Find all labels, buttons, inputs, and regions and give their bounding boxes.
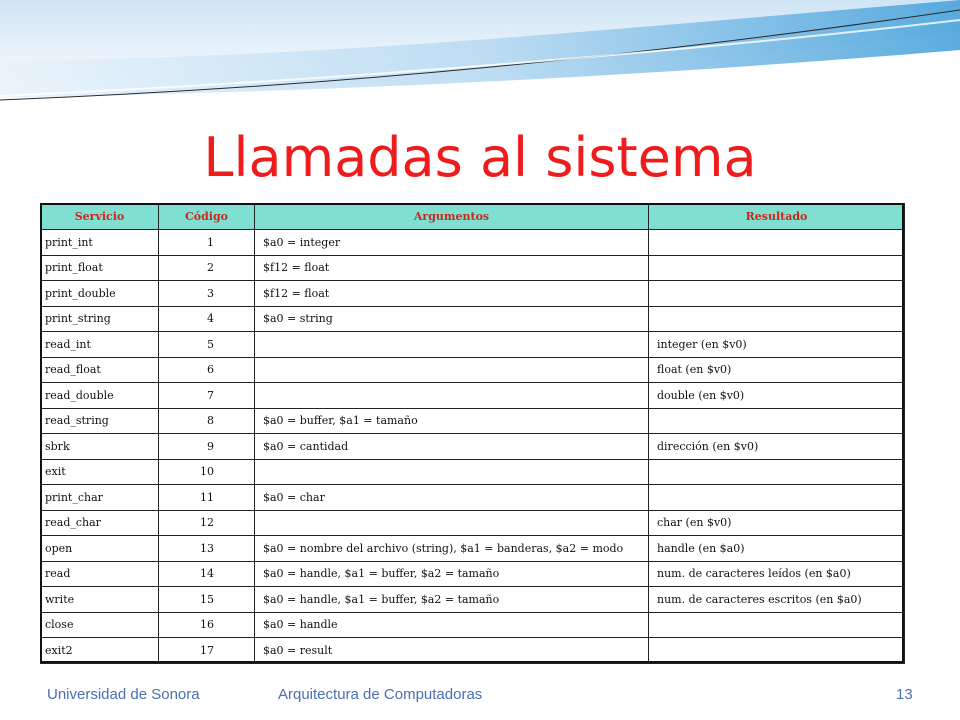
table-row xyxy=(41,536,905,562)
cell-resultado xyxy=(649,230,905,256)
cell-servicio: print_int xyxy=(41,230,159,256)
cell-argumentos: $f12 = float xyxy=(255,255,649,281)
cell-argumentos xyxy=(255,459,649,485)
cell-codigo: 1 xyxy=(159,230,255,256)
cell-resultado xyxy=(649,612,905,638)
cell-resultado: num. de caracteres leídos (en $a0) xyxy=(649,561,905,587)
header-wave-decoration xyxy=(0,0,960,110)
table-row xyxy=(41,332,905,358)
cell-servicio: read_string xyxy=(41,408,159,434)
cell-argumentos xyxy=(255,383,649,409)
cell-servicio: sbrk xyxy=(41,434,159,460)
table-row xyxy=(41,561,905,587)
header-argumentos: Argumentos xyxy=(255,204,649,230)
cell-argumentos: $a0 = cantidad xyxy=(255,434,649,460)
cell-codigo: 3 xyxy=(159,281,255,307)
cell-servicio: exit xyxy=(41,459,159,485)
cell-codigo: 5 xyxy=(159,332,255,358)
cell-servicio: print_double xyxy=(41,281,159,307)
syscall-table xyxy=(40,203,905,664)
table-row xyxy=(41,612,905,638)
cell-resultado: double (en $v0) xyxy=(649,383,905,409)
cell-servicio: open xyxy=(41,536,159,562)
table-row xyxy=(41,306,905,332)
footer-course: Arquitectura de Computadoras xyxy=(278,686,483,703)
footer-university: Universidad de Sonora xyxy=(47,686,200,703)
cell-argumentos: $f12 = float xyxy=(255,281,649,307)
cell-argumentos xyxy=(255,357,649,383)
table-row xyxy=(41,587,905,613)
cell-resultado xyxy=(649,638,905,664)
cell-servicio: print_char xyxy=(41,485,159,511)
header-resultado: Resultado xyxy=(649,204,905,230)
table-row xyxy=(41,357,905,383)
table-row xyxy=(41,383,905,409)
table-header-row xyxy=(41,204,905,230)
cell-resultado: float (en $v0) xyxy=(649,357,905,383)
cell-resultado xyxy=(649,281,905,307)
cell-resultado: handle (en $a0) xyxy=(649,536,905,562)
cell-resultado: integer (en $v0) xyxy=(649,332,905,358)
table-row xyxy=(41,230,905,256)
cell-codigo: 11 xyxy=(159,485,255,511)
table-row xyxy=(41,255,905,281)
cell-argumentos: $a0 = handle, $a1 = buffer, $a2 = tamaño xyxy=(255,561,649,587)
table-row xyxy=(41,485,905,511)
cell-servicio: read_double xyxy=(41,383,159,409)
cell-argumentos: $a0 = result xyxy=(255,638,649,664)
cell-codigo: 17 xyxy=(159,638,255,664)
cell-codigo: 12 xyxy=(159,510,255,536)
cell-servicio: read_int xyxy=(41,332,159,358)
cell-argumentos: $a0 = integer xyxy=(255,230,649,256)
header-codigo: Código xyxy=(159,204,255,230)
header-servicio: Servicio xyxy=(41,204,159,230)
cell-codigo: 2 xyxy=(159,255,255,281)
cell-codigo: 10 xyxy=(159,459,255,485)
cell-servicio: write xyxy=(41,587,159,613)
cell-codigo: 9 xyxy=(159,434,255,460)
syscall-table-container xyxy=(40,203,904,663)
cell-resultado xyxy=(649,408,905,434)
table-row xyxy=(41,510,905,536)
cell-argumentos xyxy=(255,510,649,536)
table-row xyxy=(41,281,905,307)
cell-resultado: num. de caracteres escritos (en $a0) xyxy=(649,587,905,613)
cell-argumentos xyxy=(255,332,649,358)
cell-codigo: 13 xyxy=(159,536,255,562)
slide-title: Llamadas al sistema xyxy=(203,126,757,189)
cell-codigo: 4 xyxy=(159,306,255,332)
cell-servicio: close xyxy=(41,612,159,638)
footer-page-number: 13 xyxy=(896,686,913,703)
cell-resultado: char (en $v0) xyxy=(649,510,905,536)
cell-argumentos: $a0 = nombre del archivo (string), $a1 = banderas, $a2 = modo xyxy=(255,536,649,562)
cell-resultado xyxy=(649,459,905,485)
cell-codigo: 14 xyxy=(159,561,255,587)
cell-argumentos: $a0 = buffer, $a1 = tamaño xyxy=(255,408,649,434)
cell-servicio: print_float xyxy=(41,255,159,281)
cell-codigo: 15 xyxy=(159,587,255,613)
cell-codigo: 8 xyxy=(159,408,255,434)
cell-argumentos: $a0 = char xyxy=(255,485,649,511)
cell-servicio: print_string xyxy=(41,306,159,332)
cell-servicio: read_float xyxy=(41,357,159,383)
cell-argumentos: $a0 = handle, $a1 = buffer, $a2 = tamaño xyxy=(255,587,649,613)
cell-servicio: exit2 xyxy=(41,638,159,664)
cell-codigo: 7 xyxy=(159,383,255,409)
cell-codigo: 16 xyxy=(159,612,255,638)
table-row xyxy=(41,638,905,664)
table-row xyxy=(41,408,905,434)
cell-resultado xyxy=(649,306,905,332)
cell-servicio: read xyxy=(41,561,159,587)
table-row xyxy=(41,434,905,460)
cell-codigo: 6 xyxy=(159,357,255,383)
cell-resultado: dirección (en $v0) xyxy=(649,434,905,460)
cell-argumentos: $a0 = handle xyxy=(255,612,649,638)
cell-servicio: read_char xyxy=(41,510,159,536)
cell-argumentos: $a0 = string xyxy=(255,306,649,332)
cell-resultado xyxy=(649,485,905,511)
table-row xyxy=(41,459,905,485)
cell-resultado xyxy=(649,255,905,281)
